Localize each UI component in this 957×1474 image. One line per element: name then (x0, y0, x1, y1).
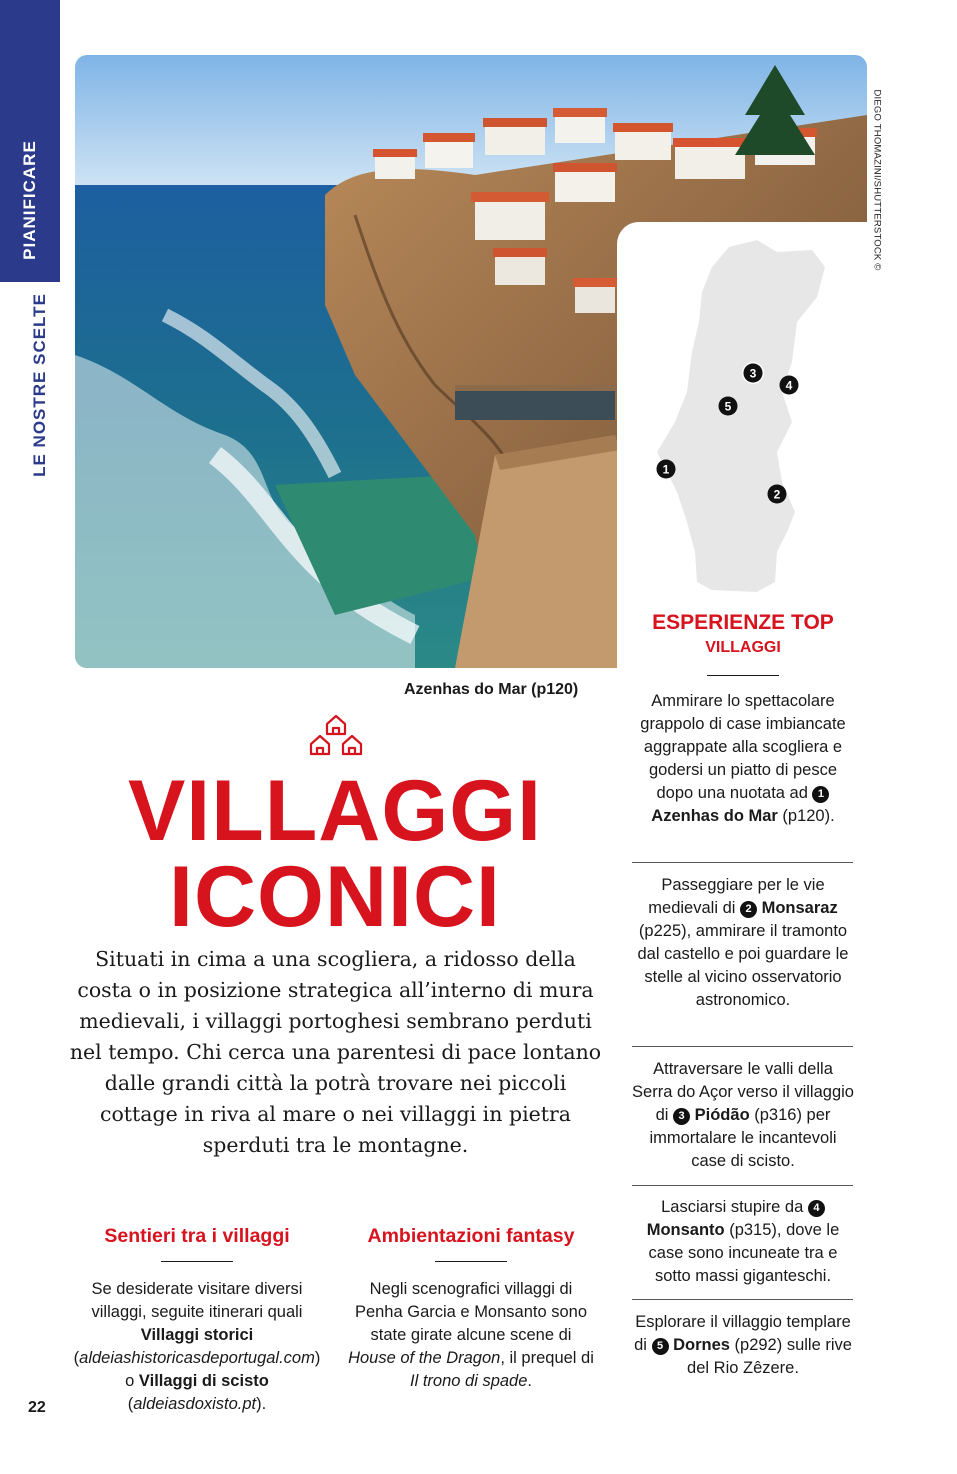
section-label: LE NOSTRE SCELTE (30, 293, 49, 477)
trails-heading: Sentieri tra i villaggi (104, 1225, 290, 1247)
experience-item-1: Ammirare lo spettacolare grappolo di case imbiancate aggrappate alla scogliera e godersi un piatto di pesce dopo una nuotata ad 1 Azenhas do Mar (p120). (640, 692, 846, 825)
chapter-tab (0, 0, 60, 282)
map-marker-4 (780, 376, 799, 395)
divider (632, 1185, 853, 1186)
number-badge-icon: 1 (812, 786, 829, 803)
number-badge-icon: 2 (740, 901, 757, 918)
map-marker-2 (768, 485, 787, 504)
svg-text:3: 3 (749, 366, 757, 381)
svg-text:1: 1 (662, 462, 670, 477)
chapter-tab-label: PIANIFICARE (20, 140, 39, 260)
experiences-subtitle: VILLAGGI (705, 639, 781, 656)
title-line-2: ICONICI (169, 849, 501, 945)
divider (632, 1046, 853, 1047)
experience-item-4: Lasciarsi stupire da 4 Monsanto (p315), dove le case sono incuneate tra e sotto massi giganteschi. (646, 1198, 840, 1285)
divider (632, 862, 853, 863)
experience-item-3: Attraversare le valli della Serra do Açor verso il villaggio di 3 Piódão (p316) per immortalare le incantevoli case di scisto. (632, 1060, 854, 1170)
svg-text:5: 5 (724, 399, 732, 414)
fantasy-rule (435, 1261, 507, 1262)
svg-text:4: 4 (785, 378, 793, 393)
map-marker-1 (657, 460, 676, 479)
number-badge-icon: 5 (652, 1338, 669, 1355)
trails-text: Se desiderate visitare diversi villaggi, seguite itinerari quali Villaggi storici (aldeiashistoricasdeportugal.com) o Villaggi di scisto (aldeiasdoxisto.pt). (73, 1280, 321, 1413)
trails-rule (161, 1261, 233, 1262)
experiences-title: ESPERIENZE TOP (652, 611, 834, 634)
divider (632, 1299, 853, 1300)
experiences-rule (707, 675, 779, 676)
fantasy-text: Negli scenografici villaggi di Penha Garcia e Monsanto sono state girate alcune scene di House of the Dragon, il prequel di Il trono di spade. (348, 1280, 594, 1390)
svg-text:2: 2 (773, 487, 781, 502)
village-houses-icon (308, 712, 364, 761)
number-badge-icon: 4 (808, 1200, 825, 1217)
page-number: 22 (28, 1399, 46, 1416)
map-marker-3 (743, 363, 764, 384)
experience-item-5: Esplorare il villaggio templare di 5 Dornes (p292) sulle rive del Rio Zêzere. (634, 1313, 852, 1377)
page-title (75, 763, 595, 945)
portugal-map (617, 222, 867, 602)
experience-item-2: Passeggiare per le vie medievali di 2 Monsaraz (p225), ammirare il tramonto dal castello e poi guardare le stelle al vicino osservatorio astronomico. (637, 876, 849, 1009)
number-badge-icon: 3 (673, 1108, 690, 1125)
map-card (617, 222, 867, 668)
title-line-1: VILLAGGI (127, 763, 543, 859)
map-marker-5 (719, 397, 738, 416)
fantasy-heading: Ambientazioni fantasy (367, 1225, 575, 1247)
intro-paragraph: Situati in cima a una scogliera, a ridosso della costa o in posizione strategica all’interno di mura medievali, i villaggi portoghesi sembrano perduti nel tempo. Chi cerca una parentesi di pace lontano dalle grandi città la potrà trovare nei piccoli cottage in riva al mare o nei villaggi in pietra sperduti tra le montagne. (69, 947, 602, 1157)
photo-credit: DIEGO THOMAZINI/SHUTTERSTOCK © (871, 89, 883, 271)
photo-caption: Azenhas do Mar (p120) (404, 681, 579, 698)
